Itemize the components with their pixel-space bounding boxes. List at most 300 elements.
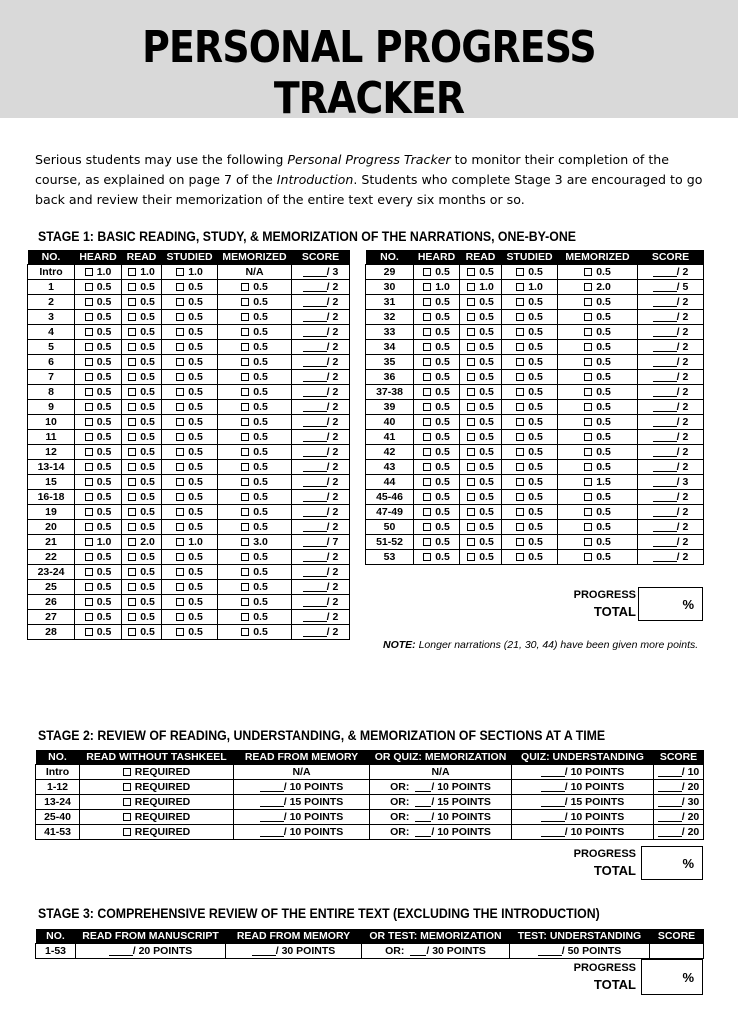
checkbox-icon[interactable]	[516, 463, 524, 471]
checkbox-icon[interactable]	[584, 478, 592, 486]
memorized-checkbox[interactable]: 0.5	[218, 520, 292, 535]
checkbox-icon[interactable]	[467, 538, 475, 546]
checkbox-icon[interactable]	[85, 268, 93, 276]
heard-checkbox[interactable]: 0.5	[414, 505, 460, 520]
score-cell[interactable]: / 2	[638, 505, 704, 520]
checkbox-icon[interactable]	[584, 388, 592, 396]
score-blank[interactable]	[653, 506, 677, 517]
memorized-checkbox[interactable]: 0.5	[218, 310, 292, 325]
read-checkbox[interactable]: 0.5	[122, 490, 162, 505]
heard-checkbox[interactable]: 0.5	[75, 415, 122, 430]
memorized-checkbox[interactable]: 0.5	[218, 595, 292, 610]
studied-checkbox[interactable]: 0.5	[162, 610, 218, 625]
checkbox-icon[interactable]	[85, 328, 93, 336]
read-checkbox[interactable]: 0.5	[460, 355, 502, 370]
read-checkbox[interactable]: 0.5	[122, 355, 162, 370]
checkbox-icon[interactable]	[176, 598, 184, 606]
score-blank[interactable]	[303, 446, 327, 457]
score-blank[interactable]	[303, 296, 327, 307]
read-checkbox[interactable]: 0.5	[122, 475, 162, 490]
checkbox-icon[interactable]	[85, 613, 93, 621]
score-cell[interactable]: / 2	[638, 295, 704, 310]
studied-checkbox[interactable]: 0.5	[162, 550, 218, 565]
memorized-checkbox[interactable]: 0.5	[558, 520, 638, 535]
checkbox-icon[interactable]	[241, 493, 249, 501]
checkbox-icon[interactable]	[85, 568, 93, 576]
checkbox-icon[interactable]	[516, 268, 524, 276]
score-blank[interactable]	[653, 431, 677, 442]
score-blank[interactable]	[415, 811, 431, 822]
studied-checkbox[interactable]: 0.5	[162, 475, 218, 490]
studied-checkbox[interactable]: 0.5	[502, 430, 558, 445]
studied-checkbox[interactable]: 0.5	[162, 295, 218, 310]
heard-checkbox[interactable]: 0.5	[75, 355, 122, 370]
heard-checkbox[interactable]: 0.5	[75, 385, 122, 400]
read-checkbox[interactable]: 0.5	[122, 340, 162, 355]
score-cell[interactable]: / 7	[292, 535, 350, 550]
read-checkbox[interactable]: 0.5	[122, 520, 162, 535]
studied-checkbox[interactable]: 0.5	[502, 385, 558, 400]
read-checkbox[interactable]: 0.5	[122, 430, 162, 445]
checkbox-icon[interactable]	[128, 418, 136, 426]
memorized-checkbox[interactable]: 0.5	[558, 460, 638, 475]
heard-checkbox[interactable]: 0.5	[414, 415, 460, 430]
studied-checkbox[interactable]: 0.5	[502, 550, 558, 565]
checkbox-icon[interactable]	[85, 628, 93, 636]
score-blank[interactable]	[303, 566, 327, 577]
score-cell[interactable]: / 2	[292, 475, 350, 490]
score-cell[interactable]: / 2	[292, 400, 350, 415]
checkbox-icon[interactable]	[241, 628, 249, 636]
memorized-checkbox[interactable]: 3.0	[218, 535, 292, 550]
score-cell[interactable]: / 2	[638, 385, 704, 400]
read-without-tashkeel-checkbox[interactable]: REQUIRED	[80, 795, 234, 810]
read-checkbox[interactable]: 0.5	[460, 265, 502, 280]
checkbox-icon[interactable]	[128, 598, 136, 606]
read-checkbox[interactable]: 2.0	[122, 535, 162, 550]
read-checkbox[interactable]: 0.5	[122, 625, 162, 640]
memorized-checkbox[interactable]: 0.5	[218, 430, 292, 445]
read-without-tashkeel-checkbox[interactable]: REQUIRED	[80, 810, 234, 825]
read-checkbox[interactable]: 0.5	[460, 400, 502, 415]
score-blank[interactable]	[303, 341, 327, 352]
memorized-checkbox[interactable]: 0.5	[558, 415, 638, 430]
studied-checkbox[interactable]: 0.5	[502, 325, 558, 340]
checkbox-icon[interactable]	[176, 388, 184, 396]
checkbox-icon[interactable]	[176, 628, 184, 636]
score-cell[interactable]: / 2	[638, 460, 704, 475]
score-blank[interactable]	[303, 536, 327, 547]
test-understanding-cell[interactable]: / 50 POINTS	[510, 944, 650, 959]
checkbox-icon[interactable]	[467, 343, 475, 351]
heard-checkbox[interactable]: 0.5	[75, 475, 122, 490]
checkbox-icon[interactable]	[128, 523, 136, 531]
quiz-understanding-cell[interactable]: / 15 POINTS	[512, 795, 654, 810]
read-checkbox[interactable]: 0.5	[122, 595, 162, 610]
score-blank[interactable]	[303, 461, 327, 472]
memorized-checkbox[interactable]: 0.5	[558, 355, 638, 370]
checkbox-icon[interactable]	[516, 418, 524, 426]
studied-checkbox[interactable]: 0.5	[502, 265, 558, 280]
memorized-checkbox[interactable]: 0.5	[558, 490, 638, 505]
heard-checkbox[interactable]: 0.5	[414, 475, 460, 490]
checkbox-icon[interactable]	[85, 403, 93, 411]
checkbox-icon[interactable]	[423, 478, 431, 486]
checkbox-icon[interactable]	[241, 283, 249, 291]
checkbox-icon[interactable]	[241, 418, 249, 426]
checkbox-icon[interactable]	[584, 403, 592, 411]
checkbox-icon[interactable]	[241, 463, 249, 471]
checkbox-icon[interactable]	[176, 418, 184, 426]
score-cell[interactable]: / 2	[292, 550, 350, 565]
score-blank[interactable]	[303, 326, 327, 337]
heard-checkbox[interactable]: 0.5	[414, 520, 460, 535]
checkbox-icon[interactable]	[241, 478, 249, 486]
checkbox-icon[interactable]	[584, 373, 592, 381]
studied-checkbox[interactable]: 0.5	[502, 445, 558, 460]
checkbox-icon[interactable]	[241, 598, 249, 606]
memorized-checkbox[interactable]: 0.5	[218, 625, 292, 640]
checkbox-icon[interactable]	[176, 568, 184, 576]
studied-checkbox[interactable]: 0.5	[162, 415, 218, 430]
score-blank[interactable]	[303, 491, 327, 502]
checkbox-icon[interactable]	[516, 328, 524, 336]
studied-checkbox[interactable]: 0.5	[162, 430, 218, 445]
checkbox-icon[interactable]	[85, 508, 93, 516]
score-cell[interactable]: / 2	[638, 535, 704, 550]
studied-checkbox[interactable]: 0.5	[162, 325, 218, 340]
score-blank[interactable]	[260, 781, 284, 792]
read-checkbox[interactable]: 0.5	[460, 370, 502, 385]
heard-checkbox[interactable]: 1.0	[414, 280, 460, 295]
studied-checkbox[interactable]: 0.5	[162, 490, 218, 505]
score-cell[interactable]: / 2	[292, 340, 350, 355]
checkbox-icon[interactable]	[584, 358, 592, 366]
memorized-checkbox[interactable]: 0.5	[218, 370, 292, 385]
checkbox-icon[interactable]	[85, 343, 93, 351]
read-checkbox[interactable]: 0.5	[460, 325, 502, 340]
heard-checkbox[interactable]: 0.5	[75, 370, 122, 385]
checkbox-icon[interactable]	[584, 523, 592, 531]
studied-checkbox[interactable]: 0.5	[162, 505, 218, 520]
score-blank[interactable]	[303, 281, 327, 292]
heard-checkbox[interactable]: 1.0	[75, 535, 122, 550]
score-blank[interactable]	[653, 341, 677, 352]
studied-checkbox[interactable]: 0.5	[502, 535, 558, 550]
score-cell[interactable]: / 2	[292, 430, 350, 445]
score-blank[interactable]	[653, 461, 677, 472]
heard-checkbox[interactable]: 0.5	[414, 295, 460, 310]
studied-checkbox[interactable]: 0.5	[502, 520, 558, 535]
test-memorization-cell[interactable]: OR: / 30 POINTS	[362, 944, 510, 959]
checkbox-icon[interactable]	[467, 283, 475, 291]
checkbox-icon[interactable]	[176, 268, 184, 276]
checkbox-icon[interactable]	[176, 523, 184, 531]
checkbox-icon[interactable]	[516, 403, 524, 411]
checkbox-icon[interactable]	[241, 298, 249, 306]
checkbox-icon[interactable]	[85, 478, 93, 486]
quiz-memorization-cell[interactable]: OR: / 10 POINTS	[370, 810, 512, 825]
heard-checkbox[interactable]: 0.5	[75, 340, 122, 355]
score-blank[interactable]	[653, 281, 677, 292]
checkbox-icon[interactable]	[176, 298, 184, 306]
checkbox-icon[interactable]	[516, 388, 524, 396]
score-cell[interactable]: / 2	[292, 490, 350, 505]
checkbox-icon[interactable]	[584, 298, 592, 306]
checkbox-icon[interactable]	[584, 283, 592, 291]
score-cell[interactable]: / 20	[654, 780, 704, 795]
checkbox-icon[interactable]	[241, 538, 249, 546]
quiz-memorization-cell[interactable]: OR: / 10 POINTS	[370, 825, 512, 840]
score-cell[interactable]: / 2	[638, 325, 704, 340]
score-blank[interactable]	[410, 945, 426, 956]
score-cell[interactable]: / 2	[292, 370, 350, 385]
score-cell[interactable]: / 5	[638, 280, 704, 295]
checkbox-icon[interactable]	[423, 298, 431, 306]
checkbox-icon[interactable]	[128, 268, 136, 276]
score-blank[interactable]	[653, 476, 677, 487]
studied-checkbox[interactable]: 0.5	[502, 460, 558, 475]
read-without-tashkeel-checkbox[interactable]: REQUIRED	[80, 780, 234, 795]
memorized-checkbox[interactable]: 0.5	[218, 475, 292, 490]
score-blank[interactable]	[653, 326, 677, 337]
checkbox-icon[interactable]	[584, 418, 592, 426]
checkbox-icon[interactable]	[516, 433, 524, 441]
checkbox-icon[interactable]	[516, 523, 524, 531]
checkbox-icon[interactable]	[241, 343, 249, 351]
score-cell[interactable]: / 2	[638, 340, 704, 355]
checkbox-icon[interactable]	[128, 628, 136, 636]
heard-checkbox[interactable]: 0.5	[414, 325, 460, 340]
read-without-tashkeel-checkbox[interactable]: REQUIRED	[80, 765, 234, 780]
checkbox-icon[interactable]	[85, 583, 93, 591]
checkbox-icon[interactable]	[85, 523, 93, 531]
checkbox-icon[interactable]	[423, 433, 431, 441]
checkbox-icon[interactable]	[128, 403, 136, 411]
checkbox-icon[interactable]	[423, 538, 431, 546]
checkbox-icon[interactable]	[467, 493, 475, 501]
score-blank[interactable]	[653, 536, 677, 547]
heard-checkbox[interactable]: 0.5	[75, 460, 122, 475]
stage2-percent-box[interactable]: %	[641, 846, 703, 880]
checkbox-icon[interactable]	[176, 493, 184, 501]
score-blank[interactable]	[541, 796, 565, 807]
score-blank[interactable]	[303, 431, 327, 442]
studied-checkbox[interactable]: 0.5	[162, 355, 218, 370]
score-blank[interactable]	[653, 266, 677, 277]
score-cell[interactable]: / 2	[292, 580, 350, 595]
checkbox-icon[interactable]	[128, 313, 136, 321]
checkbox-icon[interactable]	[241, 568, 249, 576]
score-blank[interactable]	[303, 416, 327, 427]
score-blank[interactable]	[653, 401, 677, 412]
score-blank[interactable]	[303, 386, 327, 397]
read-from-memory-cell[interactable]: / 30 POINTS	[226, 944, 362, 959]
checkbox-icon[interactable]	[128, 463, 136, 471]
checkbox-icon[interactable]	[467, 328, 475, 336]
score-cell[interactable]: / 2	[638, 370, 704, 385]
checkbox-icon[interactable]	[176, 448, 184, 456]
read-from-manuscript-cell[interactable]: / 20 POINTS	[76, 944, 226, 959]
score-blank[interactable]	[653, 356, 677, 367]
score-cell[interactable]: / 2	[292, 460, 350, 475]
checkbox-icon[interactable]	[241, 403, 249, 411]
checkbox-icon[interactable]	[85, 373, 93, 381]
heard-checkbox[interactable]: 0.5	[414, 265, 460, 280]
read-checkbox[interactable]: 1.0	[122, 265, 162, 280]
read-checkbox[interactable]: 0.5	[122, 385, 162, 400]
read-from-memory-cell[interactable]: / 10 POINTS	[234, 780, 370, 795]
quiz-understanding-cell[interactable]: / 10 POINTS	[512, 780, 654, 795]
score-cell[interactable]: / 2	[638, 400, 704, 415]
checkbox-icon[interactable]	[467, 268, 475, 276]
checkbox-icon[interactable]	[241, 583, 249, 591]
memorized-checkbox[interactable]: 0.5	[218, 400, 292, 415]
checkbox-icon[interactable]	[423, 508, 431, 516]
checkbox-icon[interactable]	[423, 328, 431, 336]
score-cell[interactable]: / 2	[292, 355, 350, 370]
checkbox-icon[interactable]	[176, 403, 184, 411]
read-checkbox[interactable]: 0.5	[460, 340, 502, 355]
checkbox-icon[interactable]	[241, 523, 249, 531]
studied-checkbox[interactable]: 0.5	[502, 295, 558, 310]
score-cell[interactable]: / 2	[292, 505, 350, 520]
score-cell[interactable]: / 3	[638, 475, 704, 490]
quiz-understanding-cell[interactable]: / 10 POINTS	[512, 765, 654, 780]
checkbox-icon[interactable]	[423, 553, 431, 561]
checkbox-icon[interactable]	[85, 388, 93, 396]
checkbox-icon[interactable]	[176, 328, 184, 336]
heard-checkbox[interactable]: 0.5	[75, 490, 122, 505]
checkbox-icon[interactable]	[128, 388, 136, 396]
studied-checkbox[interactable]: 0.5	[502, 310, 558, 325]
stage3-percent-box[interactable]: %	[641, 959, 703, 995]
score-cell[interactable]: / 2	[292, 280, 350, 295]
heard-checkbox[interactable]: 0.5	[75, 595, 122, 610]
checkbox-icon[interactable]	[176, 343, 184, 351]
score-blank[interactable]	[303, 506, 327, 517]
checkbox-icon[interactable]	[584, 328, 592, 336]
checkbox-icon[interactable]	[85, 313, 93, 321]
memorized-checkbox[interactable]: 0.5	[218, 280, 292, 295]
memorized-checkbox[interactable]: 0.5	[558, 310, 638, 325]
checkbox-icon[interactable]	[176, 613, 184, 621]
checkbox-icon[interactable]	[123, 768, 131, 776]
score-blank[interactable]	[303, 596, 327, 607]
studied-checkbox[interactable]: 0.5	[162, 520, 218, 535]
score-blank[interactable]	[303, 626, 327, 637]
heard-checkbox[interactable]: 0.5	[75, 520, 122, 535]
checkbox-icon[interactable]	[85, 298, 93, 306]
score-cell[interactable]: / 20	[654, 810, 704, 825]
read-checkbox[interactable]: 0.5	[460, 310, 502, 325]
score-blank[interactable]	[658, 796, 682, 807]
read-checkbox[interactable]: 1.0	[460, 280, 502, 295]
checkbox-icon[interactable]	[516, 508, 524, 516]
checkbox-icon[interactable]	[176, 508, 184, 516]
checkbox-icon[interactable]	[584, 343, 592, 351]
score-blank[interactable]	[260, 811, 284, 822]
checkbox-icon[interactable]	[516, 343, 524, 351]
checkbox-icon[interactable]	[423, 463, 431, 471]
read-checkbox[interactable]: 0.5	[122, 505, 162, 520]
score-blank[interactable]	[541, 826, 565, 837]
checkbox-icon[interactable]	[423, 418, 431, 426]
checkbox-icon[interactable]	[467, 313, 475, 321]
checkbox-icon[interactable]	[467, 403, 475, 411]
heard-checkbox[interactable]: 0.5	[75, 295, 122, 310]
score-blank[interactable]	[303, 401, 327, 412]
read-checkbox[interactable]: 0.5	[460, 430, 502, 445]
score-blank[interactable]	[415, 826, 431, 837]
checkbox-icon[interactable]	[241, 328, 249, 336]
quiz-memorization-cell[interactable]: OR: / 10 POINTS	[370, 780, 512, 795]
read-from-memory-cell[interactable]: / 15 POINTS	[234, 795, 370, 810]
score-blank[interactable]	[303, 521, 327, 532]
checkbox-icon[interactable]	[128, 343, 136, 351]
studied-checkbox[interactable]: 0.5	[502, 340, 558, 355]
checkbox-icon[interactable]	[128, 508, 136, 516]
score-cell[interactable]: / 2	[638, 355, 704, 370]
read-checkbox[interactable]: 0.5	[460, 505, 502, 520]
read-checkbox[interactable]: 0.5	[460, 475, 502, 490]
read-from-memory-cell[interactable]: / 10 POINTS	[234, 810, 370, 825]
checkbox-icon[interactable]	[241, 313, 249, 321]
studied-checkbox[interactable]: 1.0	[162, 535, 218, 550]
checkbox-icon[interactable]	[85, 463, 93, 471]
read-checkbox[interactable]: 0.5	[122, 580, 162, 595]
checkbox-icon[interactable]	[516, 358, 524, 366]
memorized-checkbox[interactable]: 2.0	[558, 280, 638, 295]
read-checkbox[interactable]: 0.5	[460, 460, 502, 475]
score-blank[interactable]	[260, 796, 284, 807]
heard-checkbox[interactable]: 0.5	[75, 565, 122, 580]
score-cell[interactable]: / 2	[292, 415, 350, 430]
studied-checkbox[interactable]: 0.5	[502, 475, 558, 490]
checkbox-icon[interactable]	[176, 373, 184, 381]
memorized-checkbox[interactable]: 0.5	[558, 385, 638, 400]
memorized-checkbox[interactable]: 0.5	[218, 385, 292, 400]
checkbox-icon[interactable]	[467, 523, 475, 531]
memorized-checkbox[interactable]: 0.5	[218, 580, 292, 595]
score-cell[interactable]: / 2	[292, 520, 350, 535]
checkbox-icon[interactable]	[516, 493, 524, 501]
stage1-percent-box[interactable]: %	[638, 587, 703, 621]
read-checkbox[interactable]: 0.5	[122, 370, 162, 385]
checkbox-icon[interactable]	[176, 583, 184, 591]
checkbox-icon[interactable]	[176, 433, 184, 441]
checkbox-icon[interactable]	[423, 358, 431, 366]
studied-checkbox[interactable]: 0.5	[502, 355, 558, 370]
memorized-checkbox[interactable]: 0.5	[558, 535, 638, 550]
heard-checkbox[interactable]: 0.5	[75, 280, 122, 295]
checkbox-icon[interactable]	[85, 418, 93, 426]
score-blank[interactable]	[653, 521, 677, 532]
read-without-tashkeel-checkbox[interactable]: REQUIRED	[80, 825, 234, 840]
studied-checkbox[interactable]: 0.5	[162, 385, 218, 400]
checkbox-icon[interactable]	[176, 283, 184, 291]
score-blank[interactable]	[252, 945, 276, 956]
checkbox-icon[interactable]	[128, 358, 136, 366]
score-blank[interactable]	[303, 356, 327, 367]
memorized-checkbox[interactable]: 1.5	[558, 475, 638, 490]
read-checkbox[interactable]: 0.5	[122, 415, 162, 430]
read-checkbox[interactable]: 0.5	[122, 310, 162, 325]
checkbox-icon[interactable]	[584, 553, 592, 561]
score-cell[interactable]: / 20	[654, 825, 704, 840]
memorized-checkbox[interactable]: 0.5	[558, 505, 638, 520]
checkbox-icon[interactable]	[467, 448, 475, 456]
